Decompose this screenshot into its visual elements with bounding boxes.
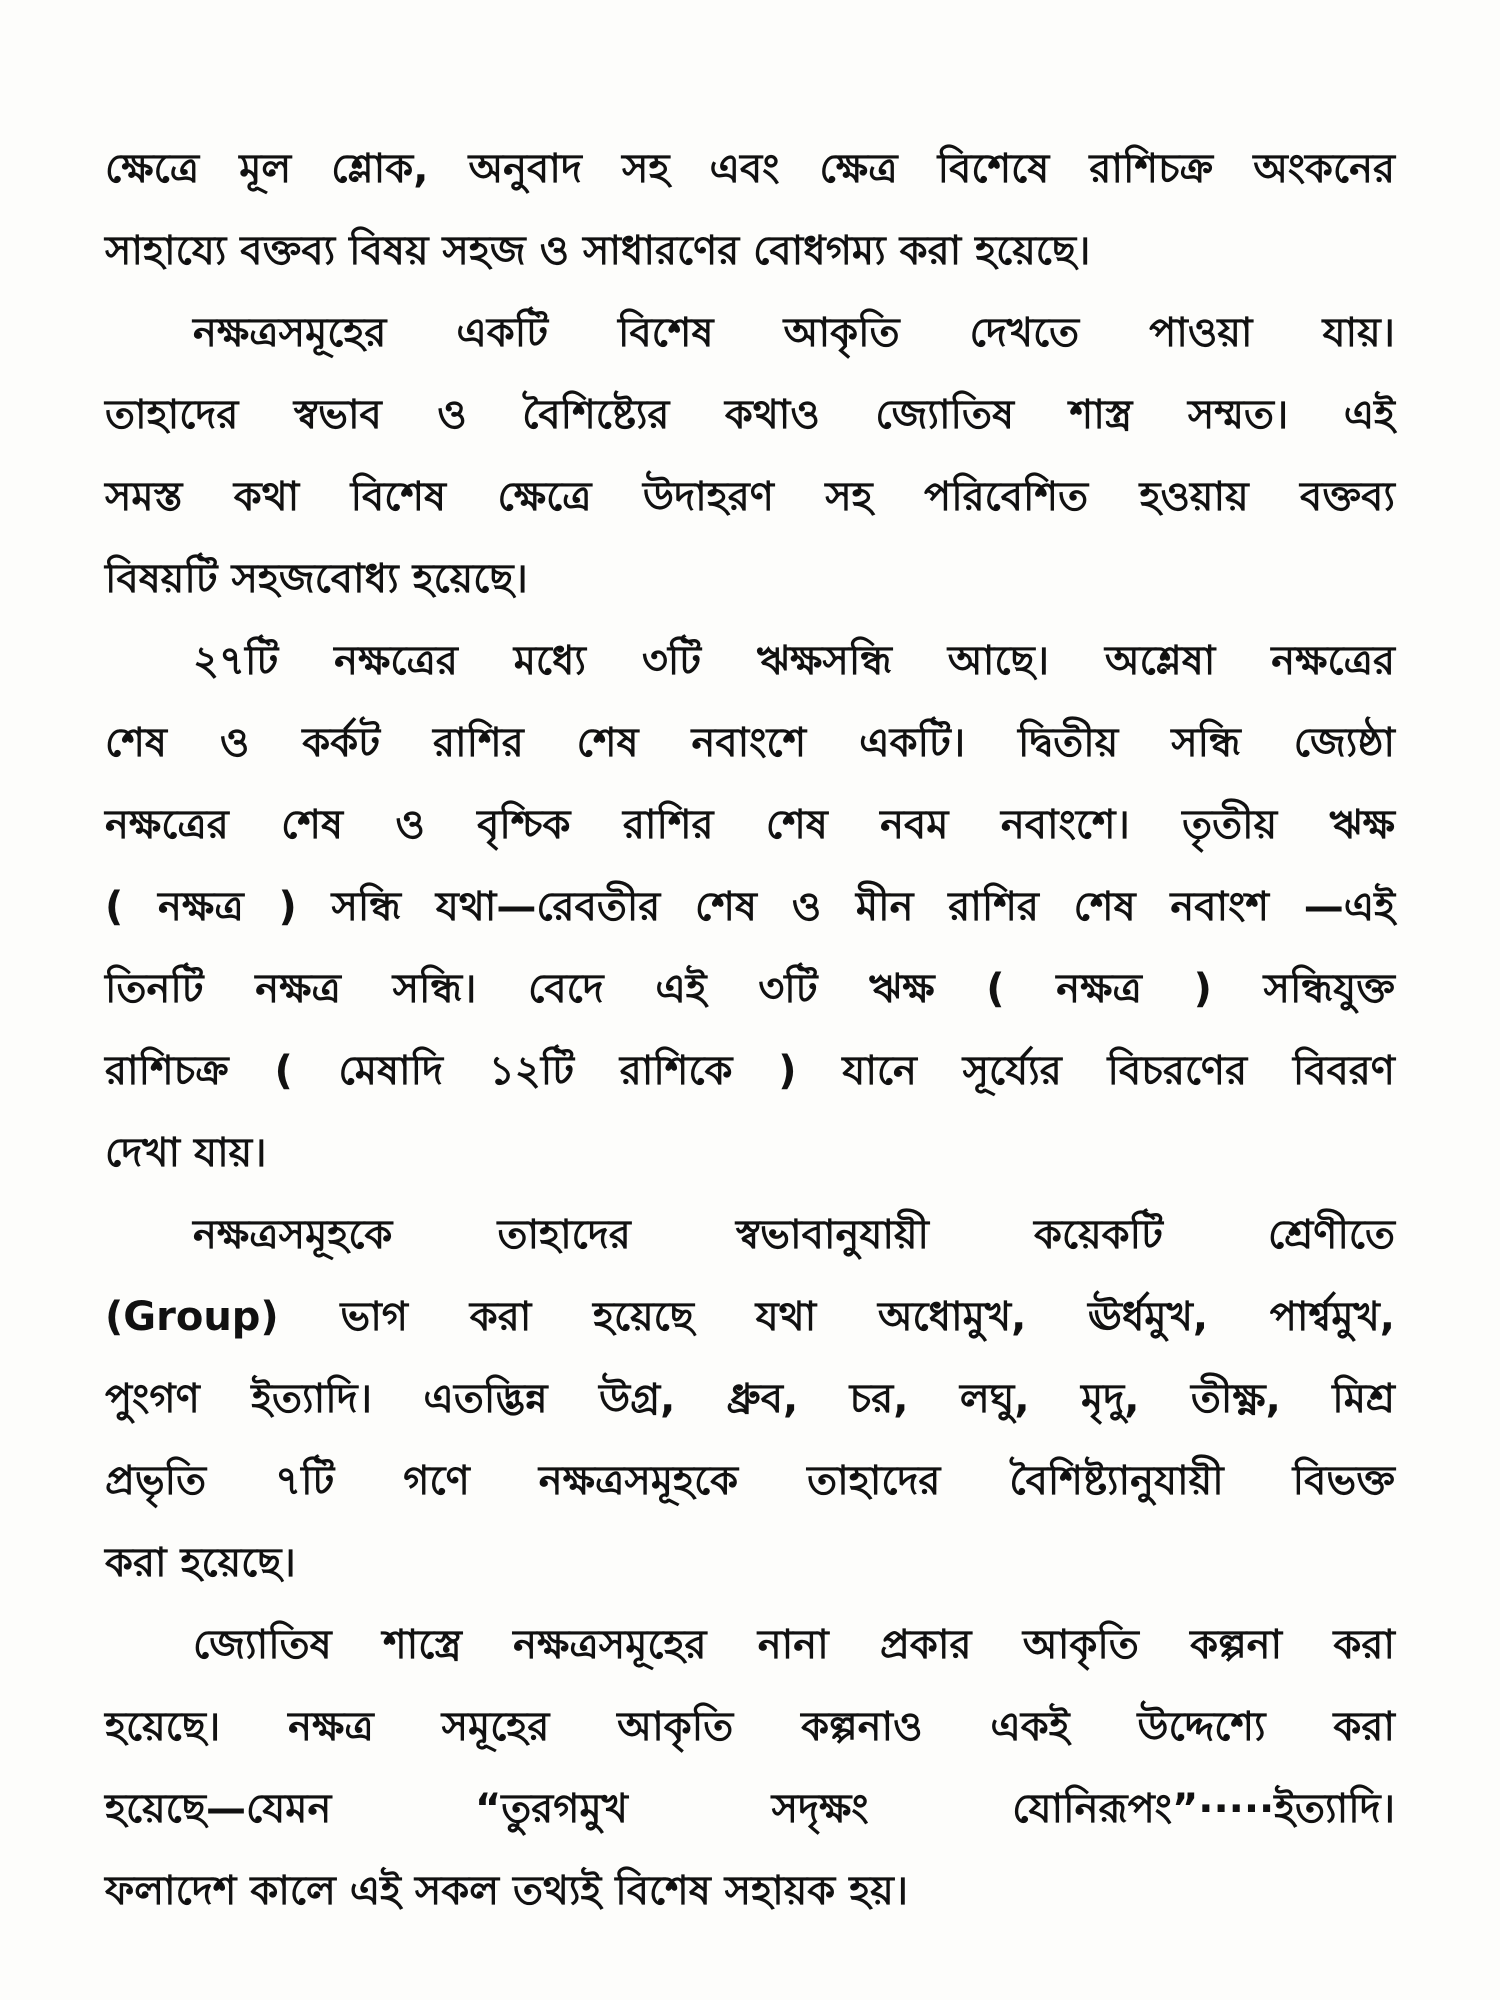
text-line: পুংগণ ইত্যাদি। এতদ্ভিন্ন উগ্র, ধ্রুব, চর, লঘু, মৃদু, তীক্ষ্ণ, মিশ্র — [105, 1376, 1395, 1422]
text-line: ( নক্ষত্র ) সন্ধি যথা—রেবতীর শেষ ও মীন রাশির শেষ নবাংশ —এই — [105, 884, 1395, 930]
text-line: ক্ষেত্রে মূল শ্লোক, অনুবাদ সহ এবং ক্ষেত্র বিশেষে রাশিচক্র অংকনের — [105, 146, 1395, 192]
text-line: সাহায্যে বক্তব্য বিষয় সহজ ও সাধারণের বোধগম্য করা হয়েছে। — [105, 228, 1091, 274]
text-line: বিষয়টি সহজবোধ্য হয়েছে। — [105, 556, 528, 602]
text-line: ফলাদেশ কালে এই সকল তথ্যই বিশেষ সহায়ক হয়। — [105, 1868, 909, 1914]
text-line: হয়েছে—যেমন “তুরগমুখ সদৃক্ষং যোনিরূপং”·····ইত্যাদি। — [105, 1786, 1395, 1832]
text-line: তাহাদের স্বভাব ও বৈশিষ্ট্যের কথাও জ্যোতিষ শাস্ত্র সম্মত। এই — [105, 392, 1395, 438]
text-line: নক্ষত্রের শেষ ও বৃশ্চিক রাশির শেষ নবম নবাংশে। তৃতীয় ঋক্ষ — [105, 802, 1395, 848]
text-line: নক্ষত্রসমূহের একটি বিশেষ আকৃতি দেখতে পাওয়া যায়। — [193, 310, 1395, 356]
paragraph-2 — [105, 292, 1395, 620]
text-line: শেষ ও কর্কট রাশির শেষ নবাংশে একটি। দ্বিতীয় সন্ধি জ্যেষ্ঠা — [105, 720, 1395, 766]
text-line: করা হয়েছে। — [105, 1540, 296, 1586]
paragraph-1 — [105, 128, 1395, 292]
text-line: রাশিচক্র ( মেষাদি ১২টি রাশিকে ) যানে সূর্য্যের বিচরণের বিবরণ — [105, 1048, 1395, 1094]
paragraph-4 — [105, 1194, 1395, 1604]
paragraph-5 — [105, 1604, 1395, 1932]
text-line: হয়েছে। নক্ষত্র সমূহের আকৃতি কল্পনাও একই উদ্দেশ্যে করা — [105, 1704, 1395, 1750]
text-line: সমস্ত কথা বিশেষ ক্ষেত্রে উদাহরণ সহ পরিবেশিত হওয়ায় বক্তব্য — [105, 474, 1395, 520]
text-line: দেখা যায়। — [105, 1130, 267, 1176]
text-line: ২৭টি নক্ষত্রের মধ্যে ৩টি ঋক্ষসন্ধি আছে। অশ্লেষা নক্ষত্রের — [193, 638, 1395, 684]
text-line: জ্যোতিষ শাস্ত্রে নক্ষত্রসমূহের নানা প্রকার আকৃতি কল্পনা করা — [193, 1622, 1395, 1668]
text-line: নক্ষত্রসমূহকে তাহাদের স্বভাবানুযায়ী কয়েকটি শ্রেণীতে — [193, 1212, 1395, 1258]
text-line: তিনটি নক্ষত্র সন্ধি। বেদে এই ৩টি ঋক্ষ ( নক্ষত্র ) সন্ধিযুক্ত — [105, 966, 1395, 1012]
body-text — [105, 128, 1395, 1932]
paragraph-3 — [105, 620, 1395, 1194]
text-line: (Group) ভাগ করা হয়েছে যথা অধোমুখ, ঊর্ধমুখ, পার্শ্বমুখ, — [105, 1294, 1395, 1340]
text-line: প্রভৃতি ৭টি গণে নক্ষত্রসমূহকে তাহাদের বৈশিষ্ট্যানুযায়ী বিভক্ত — [105, 1458, 1395, 1504]
